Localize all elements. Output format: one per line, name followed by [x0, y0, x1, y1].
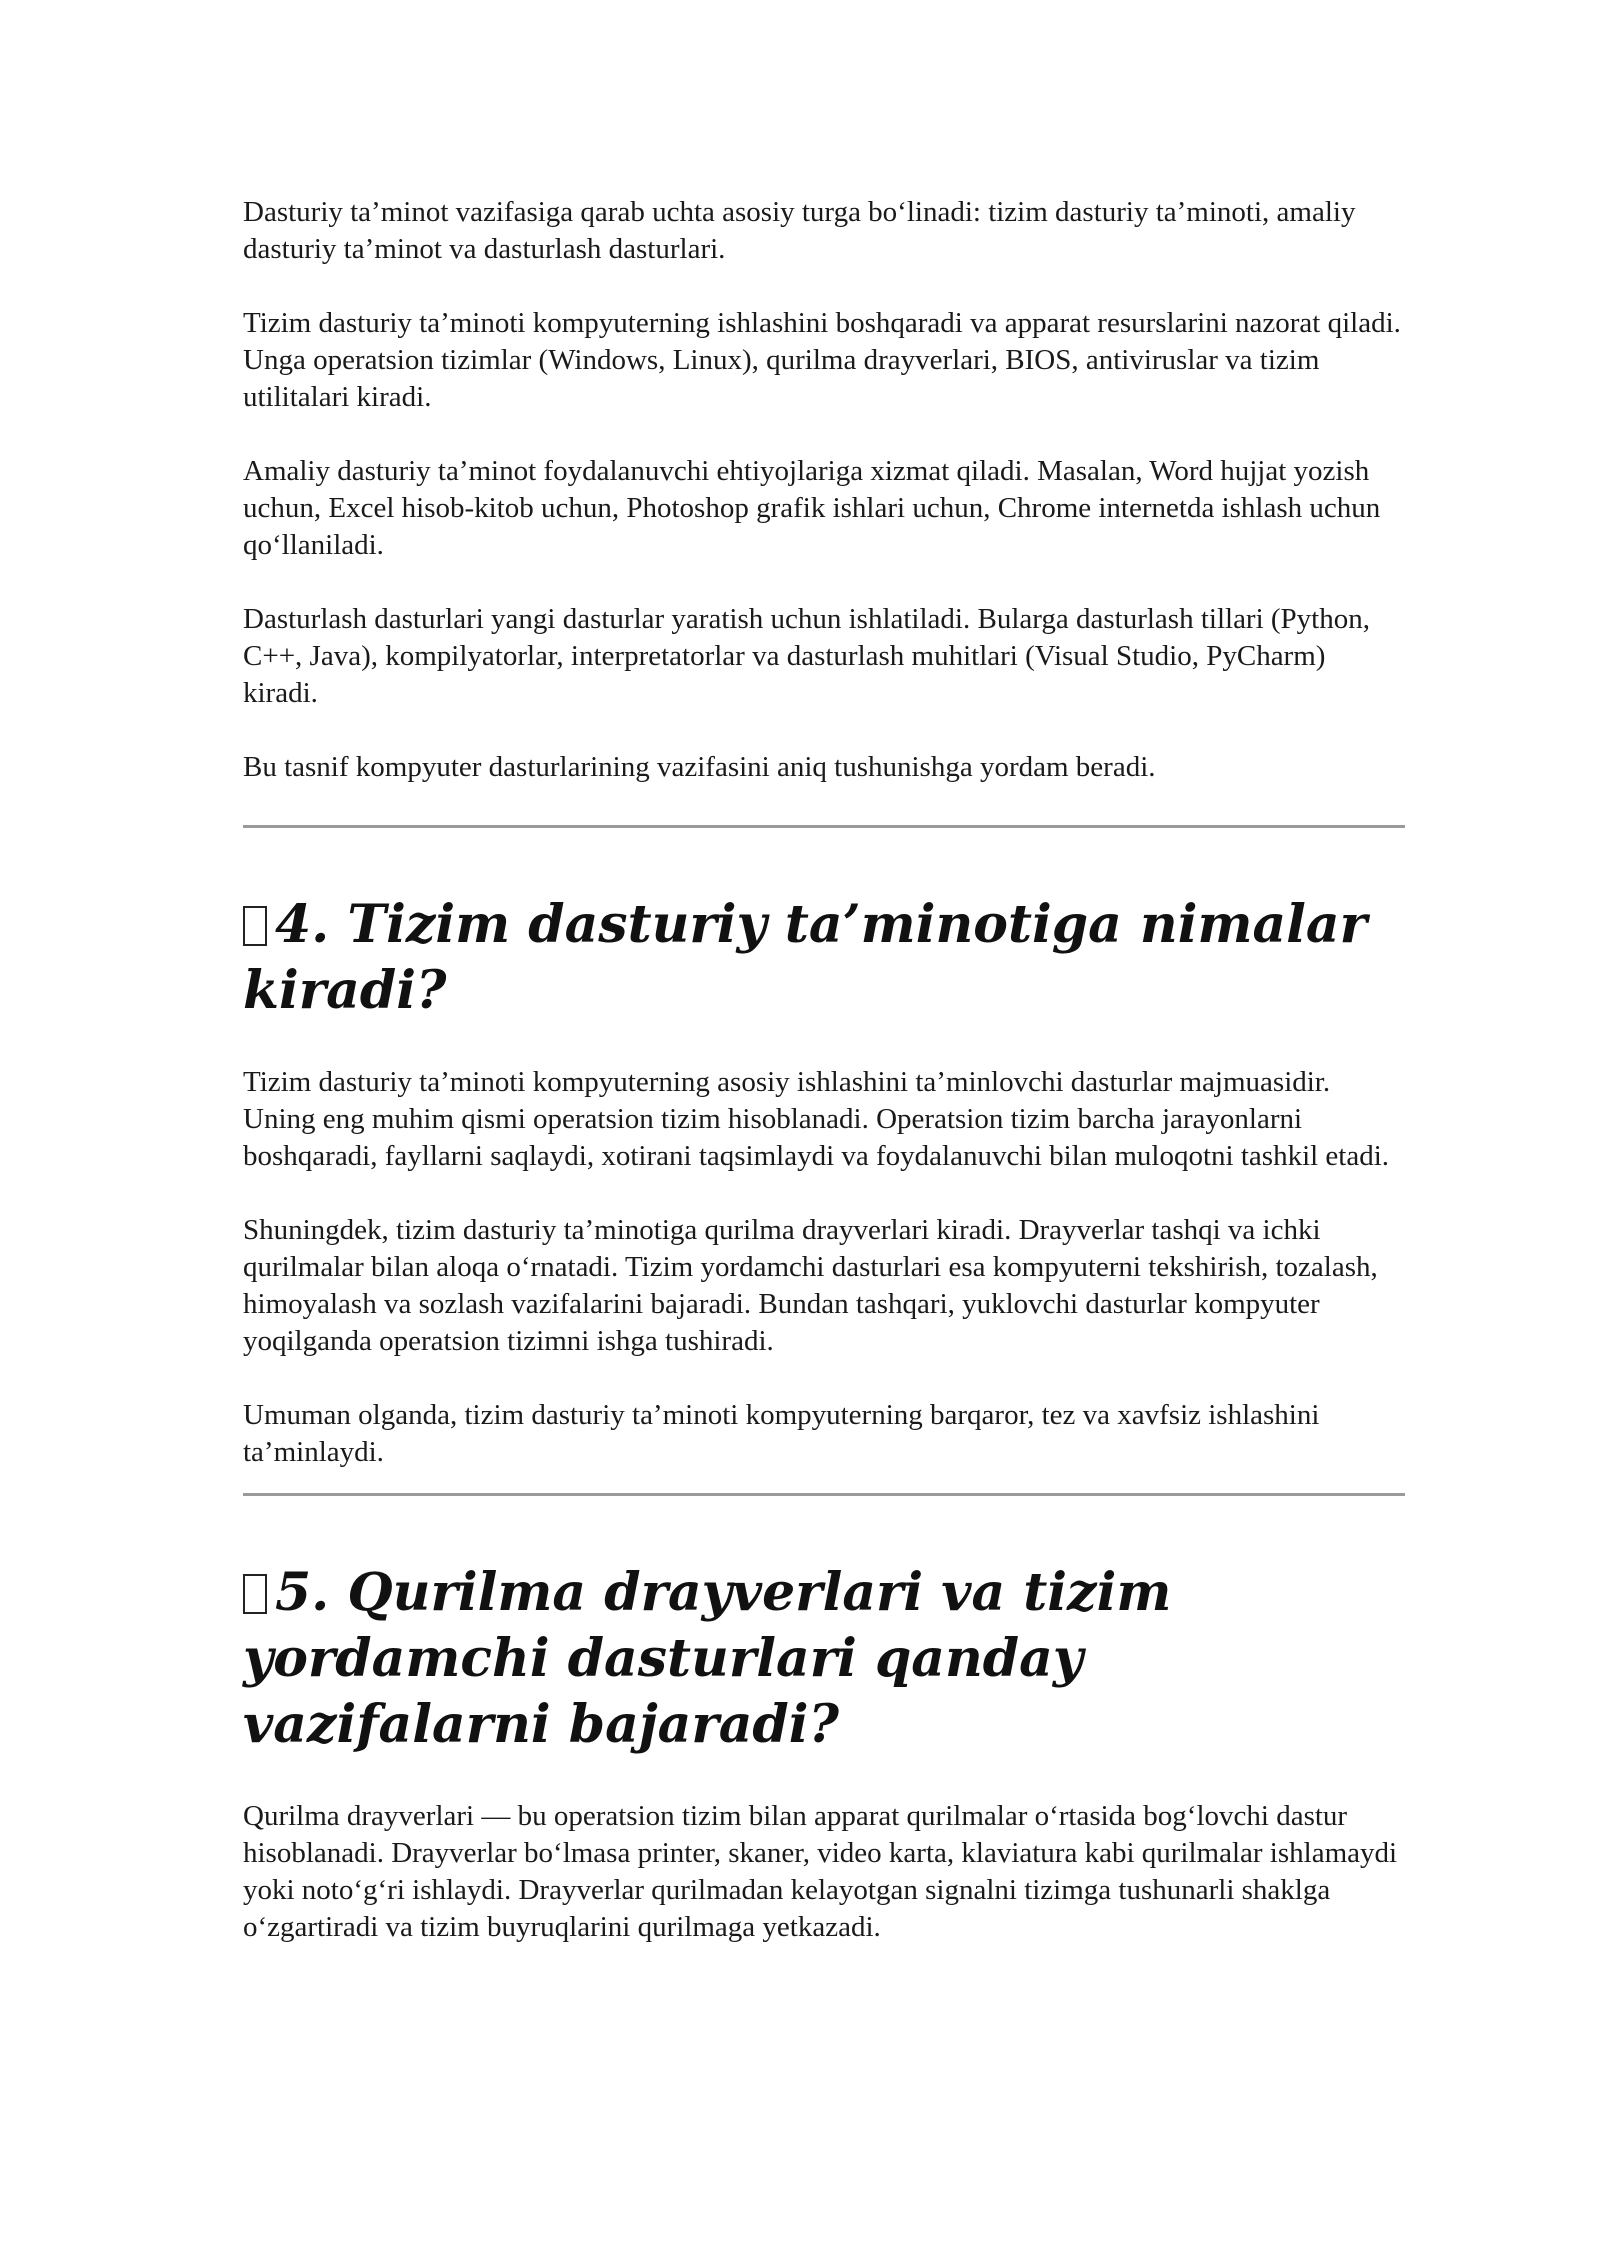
paragraph: Tizim dasturiy ta’minoti kompyuterning ishlashini boshqaradi va apparat resurslarini nazorat qiladi. Unga operatsion tizimlar (Windows, Linux), qurilma drayverlari, BIOS, antiviruslar va tizim utilitalari kiradi. [243, 307, 1401, 413]
missing-glyph-icon [243, 906, 267, 946]
paragraph: Qurilma drayverlari — bu operatsion tizim bilan apparat qurilmalar o‘rtasida bog‘lovchi dastur hisoblanadi. Drayverlar bo‘lmasa printer, skaner, video karta, klaviatura kabi qurilmalar ishlamaydi yoki noto‘g‘ri ishlaydi. Drayverlar qurilmadan kelayotgan signalni tizimga tushunarli shaklga o‘zgartiradi va tizim buyruqlarini qurilmaga yetkazadi. [243, 1800, 1398, 1943]
section-divider [243, 1493, 1405, 1496]
paragraph: Bu tasnif kompyuter dasturlarining vazifasini aniq tushunishga yordam beradi. [243, 751, 1156, 783]
missing-glyph-icon [243, 1574, 267, 1614]
paragraph: Amaliy dasturiy ta’minot foydalanuvchi ehtiyojlariga xizmat qiladi. Masalan, Word hujjat yozish uchun, Excel hisob-kitob uchun, Photoshop grafik ishlari uchun, Chrome internetda ishlash uchun qo‘llaniladi. [243, 455, 1381, 561]
paragraph: Dasturiy ta’minot vazifasiga qarab uchta asosiy turga bo‘linadi: tizim dasturiy ta’minoti, amaliy dasturiy ta’minot va dasturlash dasturlari. [243, 196, 1356, 265]
paragraph: Dasturlash dasturlari yangi dasturlar yaratish uchun ishlatiladi. Bularga dasturlash tillari (Python, C++, Java), kompilyatorlar, interpretatorlar va dasturlash muhitlari (Visual Studio, PyCharm) kiradi. [243, 603, 1370, 709]
paragraph: Umuman olganda, tizim dasturiy ta’minoti kompyuterning barqaror, tez va xavfsiz ishlashini ta’minlaydi. [243, 1399, 1320, 1468]
section-heading [243, 1560, 1405, 1758]
section-heading [243, 892, 1405, 1024]
section-divider [243, 825, 1405, 828]
document-page [243, 194, 1405, 1946]
paragraph: Tizim dasturiy ta’minoti kompyuterning asosiy ishlashini ta’minlovchi dasturlar majmuasidir. Uning eng muhim qismi operatsion tizim hisoblanadi. Operatsion tizim barcha jarayonlarni boshqaradi, fayllarni saqlaydi, xotirani taqsimlaydi va foydalanuvchi bilan muloqotni tashkil etadi. [243, 1066, 1390, 1172]
paragraph: Shuningdek, tizim dasturiy ta’minotiga qurilma drayverlari kiradi. Drayverlar tashqi va ichki qurilmalar bilan aloqa o‘rnatadi. Tizim yordamchi dasturlari esa kompyuterni tekshirish, tozalash, himoyalash va sozlash vazifalarini bajaradi. Bundan tashqari, yuklovchi dasturlar kompyuter yoqilganda operatsion tizimni ishga tushiradi. [243, 1214, 1378, 1357]
section-heading-text: 5. Qurilma drayverlari va tizim yordamchi dasturlari qanday vazifalarni bajaradi? [243, 1562, 1172, 1755]
section-heading-text: 4. Tizim dasturiy ta’minotiga nimalar kiradi? [243, 894, 1367, 1021]
